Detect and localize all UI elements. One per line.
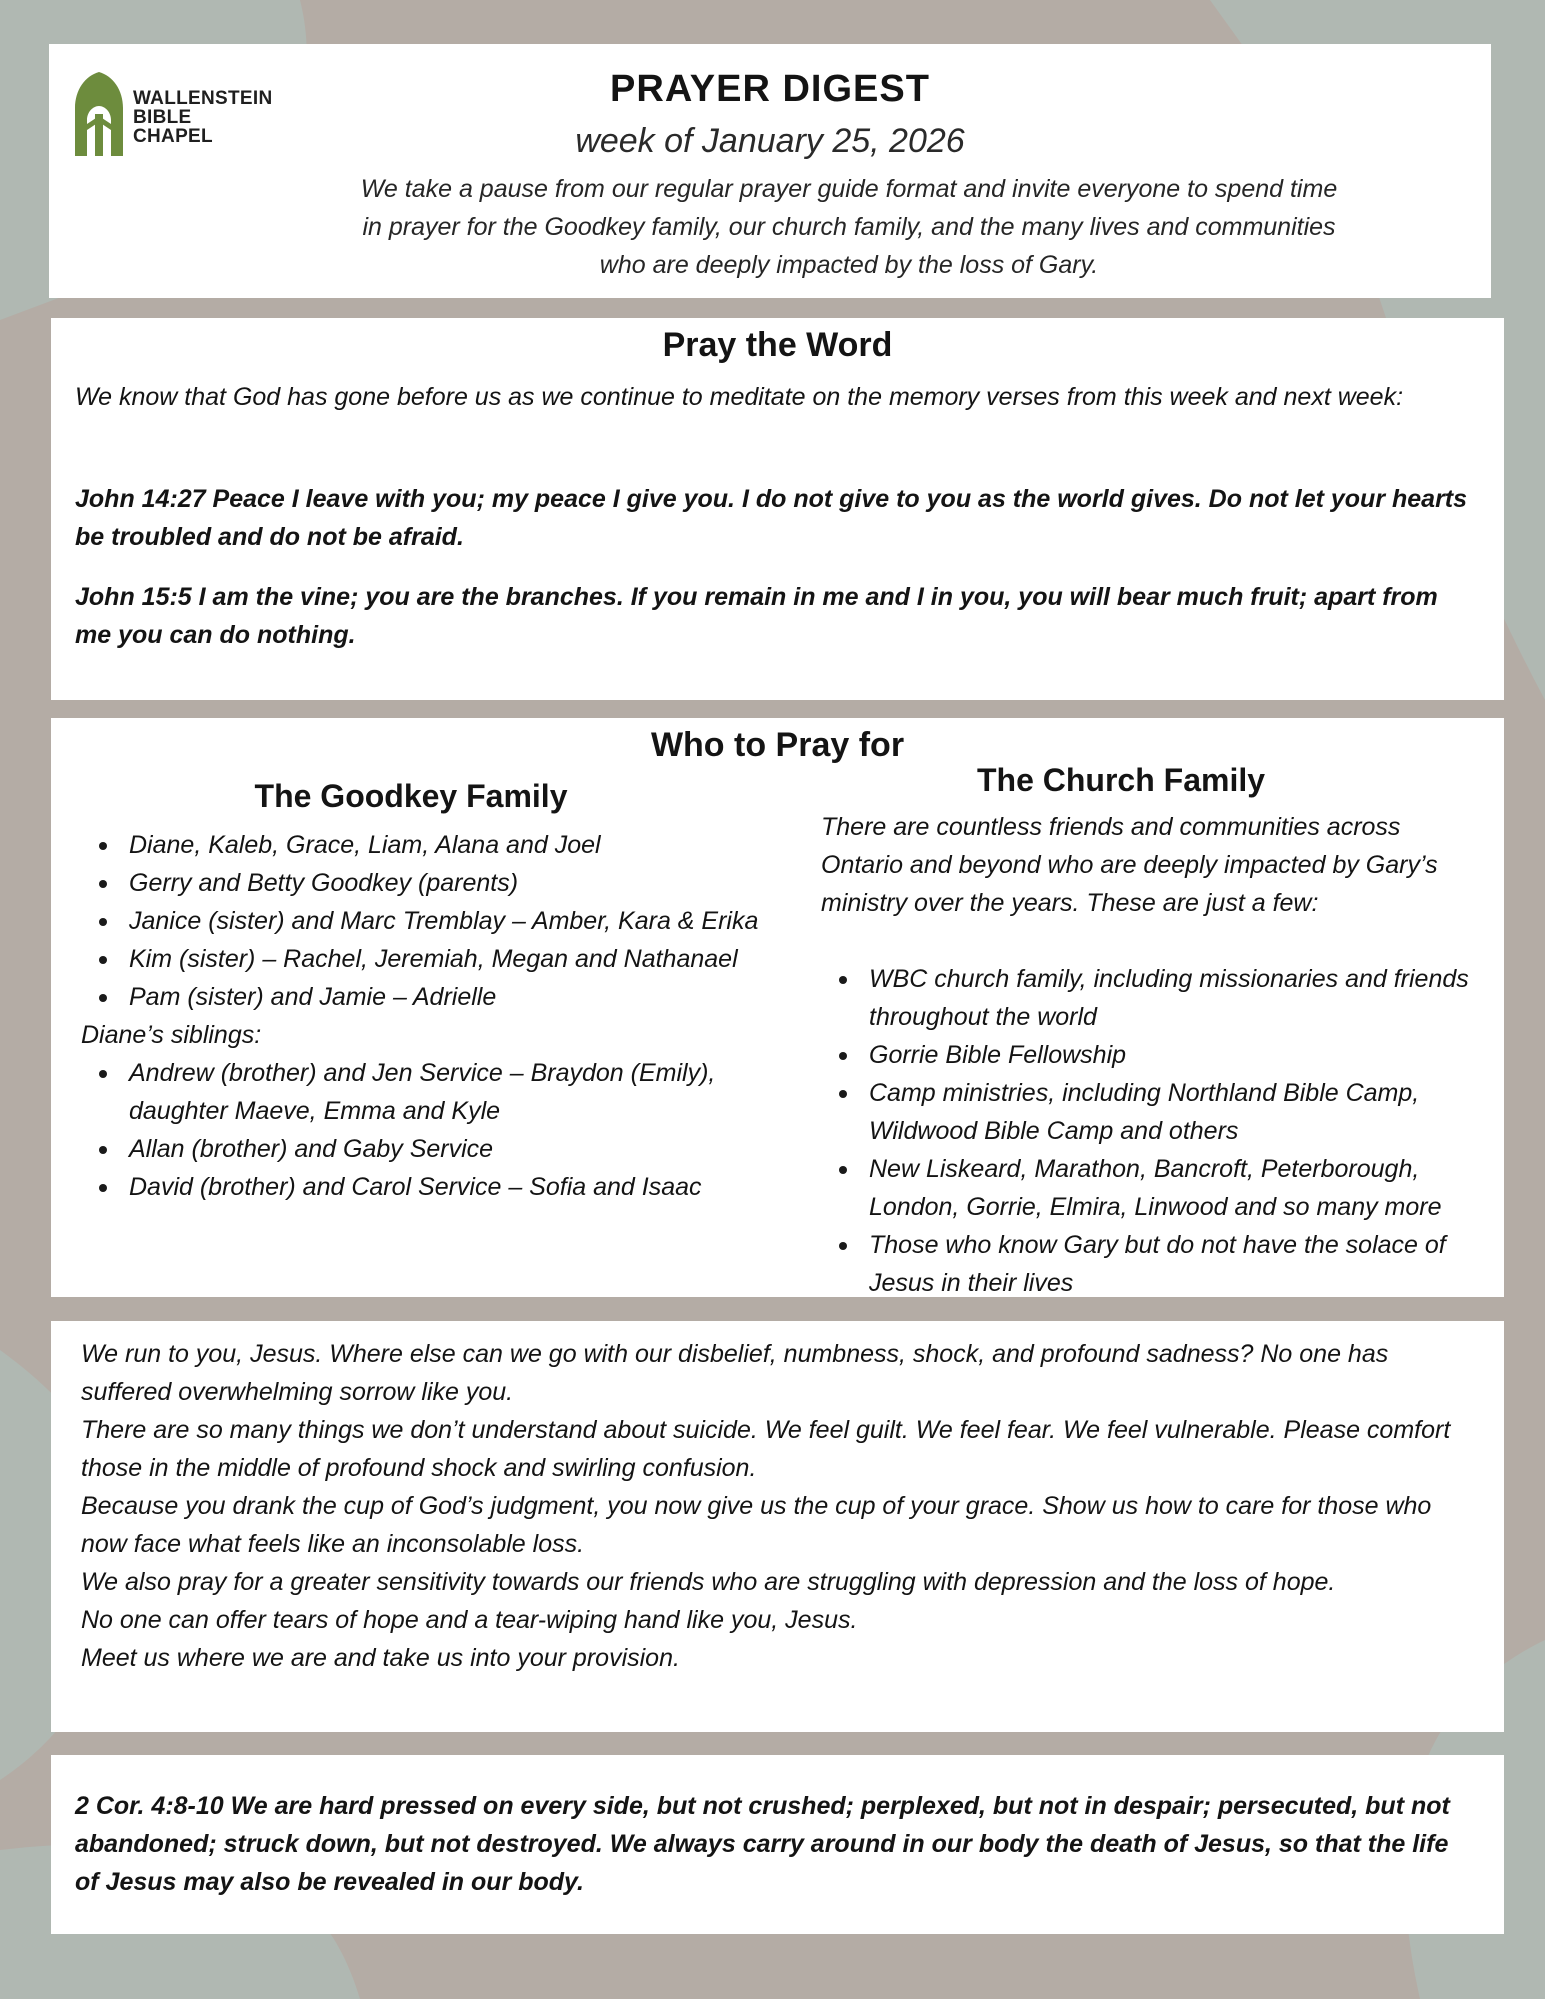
pray-the-word-card xyxy=(51,318,1504,700)
logo-line-2: BIBLE xyxy=(133,107,192,128)
list-item: Camp ministries, including Northland Bible Camp, Wildwood Bible Camp and others xyxy=(821,1074,1481,1150)
list-item: Janice (sister) and Marc Tremblay – Amber, Kara & Erika xyxy=(81,902,801,940)
list-item: David (brother) and Carol Service – Sofia and Isaac xyxy=(81,1168,801,1206)
verse-john-14-27: John 14:27 Peace I leave with you; my peace I give you. I do not give to you as the world gives. Do not let your hearts be troubled and do not be afraid. xyxy=(75,485,1468,551)
who-to-pray-for-title: Who to Pray for xyxy=(650,726,905,764)
logo-line-1: WALLENSTEIN xyxy=(133,88,273,109)
goodkey-family-title: The Goodkey Family xyxy=(254,778,568,814)
list-item: Pam (sister) and Jamie – Adrielle xyxy=(81,978,801,1016)
prayer-line-4: We also pray for a greater sensitivity towards our friends who are struggling with depression and the loss of hope. xyxy=(81,1568,1336,1596)
church-family-intro: There are countless friends and communities across Ontario and beyond who are deeply impacted by Gary’s ministry over the years. These are just a few: xyxy=(821,813,1438,917)
list-item: Gerry and Betty Goodkey (parents) xyxy=(81,864,801,902)
prayer-line-6: Meet us where we are and take us into your provision. xyxy=(81,1644,680,1672)
list-item: WBC church family, including missionaries and friends throughout the world xyxy=(821,960,1481,1036)
list-item: Those who know Gary but do not have the solace of Jesus in their lives xyxy=(821,1226,1481,1302)
week-date: week of January 25, 2026 xyxy=(575,122,965,160)
list-item: Andrew (brother) and Jen Service – Braydon (Emily), daughter Maeve, Emma and Kyle xyxy=(81,1054,801,1130)
siblings-list xyxy=(81,1054,801,1206)
list-item: Allan (brother) and Gaby Service xyxy=(81,1130,801,1168)
pray-the-word-title: Pray the Word xyxy=(662,326,893,364)
prayer-line-1: We run to you, Jesus. Where else can we go with our disbelief, numbness, shock, and profound sadness? No one has suffered overwhelming sorrow like you. xyxy=(81,1340,1389,1406)
page-title: PRAYER DIGEST xyxy=(610,68,930,110)
prayer-line-2: There are so many things we don’t understand about suicide. We feel guilt. We feel fear. We feel vulnerable. Please comfort those in the middle of profound shock and swirling confusion. xyxy=(81,1416,1451,1482)
goodkey-family-column xyxy=(81,826,801,1206)
list-item: Gorrie Bible Fellowship xyxy=(821,1036,1481,1074)
list-item: Kim (sister) – Rachel, Jeremiah, Megan and Nathanael xyxy=(81,940,801,978)
prayer-text xyxy=(81,1335,1474,1677)
prayer-line-5: No one can offer tears of hope and a tear-wiping hand like you, Jesus. xyxy=(81,1606,858,1634)
header-card xyxy=(49,44,1491,298)
church-family-title: The Church Family xyxy=(976,762,1266,798)
list-item: Diane, Kaleb, Grace, Liam, Alana and Joel xyxy=(81,826,801,864)
verse-john-15-5: John 15:5 I am the vine; you are the branches. If you remain in me and I in you, you will bear much fruit; apart from me you can do nothing. xyxy=(75,583,1438,649)
closing-verse-card xyxy=(51,1755,1504,1934)
intro-text: We take a pause from our regular prayer guide format and invite everyone to spend time in prayer for the Goodkey family, our church family, and the many lives and communities who are deeply impacted by the loss of Gary. xyxy=(360,175,1338,279)
closing-verse: 2 Cor. 4:8-10 We are hard pressed on every side, but not crushed; perplexed, but not in despair; persecuted, but not abandoned; struck down, but not destroyed. We always carry around in our body the death of Jesus, so that the life of Jesus may also be revealed in our body. xyxy=(75,1792,1450,1896)
prayer-line-3: Because you drank the cup of God’s judgment, you now give us the cup of your grace. Show us how to care for those who now face what feels like an inconsolable loss. xyxy=(81,1492,1432,1558)
who-to-pray-for-card xyxy=(51,718,1504,1297)
goodkey-family-list xyxy=(81,826,801,1016)
list-item: New Liskeard, Marathon, Bancroft, Peterborough, London, Gorrie, Elmira, Linwood and so many more xyxy=(821,1150,1481,1226)
siblings-label: Diane’s siblings: xyxy=(81,1021,262,1049)
church-family-list xyxy=(821,960,1481,1302)
pray-the-word-intro: We know that God has gone before us as we continue to meditate on the memory verses from this week and next week: xyxy=(75,383,1404,411)
church-family-column xyxy=(821,808,1481,1302)
prayer-card xyxy=(51,1321,1504,1732)
logo-line-3: CHAPEL xyxy=(133,126,213,147)
